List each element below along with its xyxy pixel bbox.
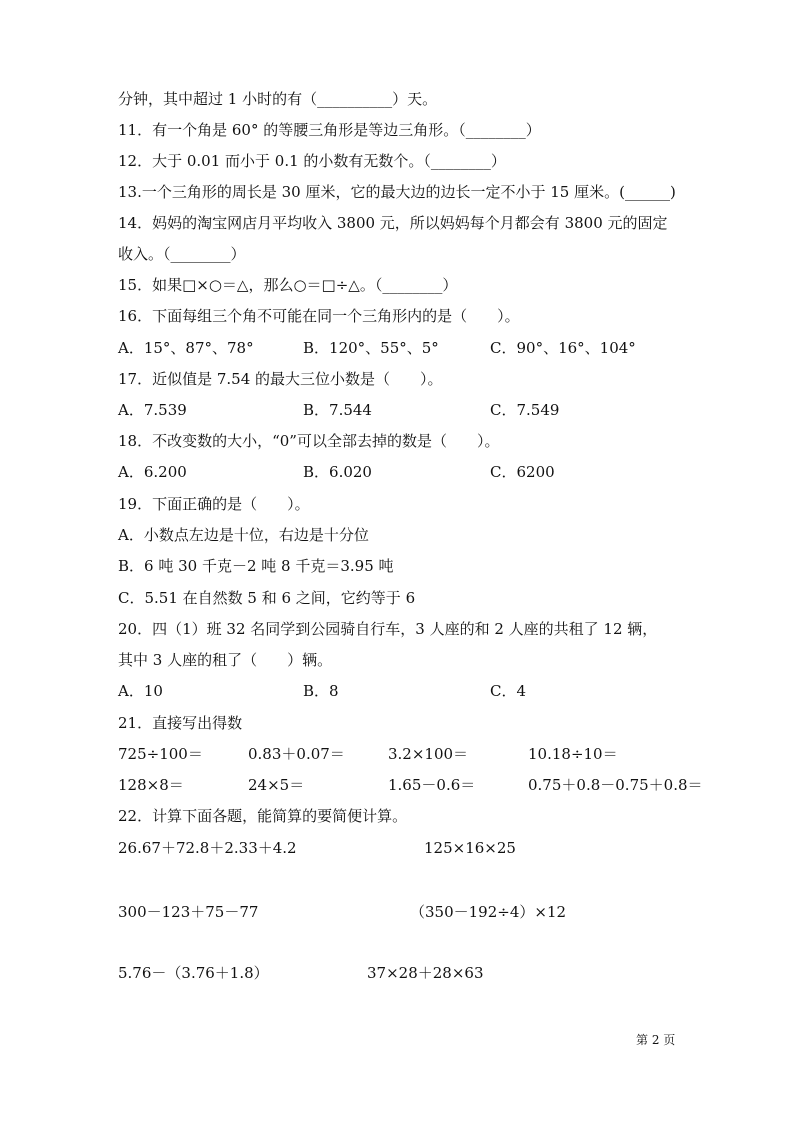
question-16-options — [118, 338, 718, 358]
mental-math-row-1 — [118, 744, 718, 764]
mental-item: 0.75＋0.8－0.75＋0.8＝ — [528, 776, 703, 794]
option-c: C．90°、16°、104° — [490, 339, 636, 357]
question-19-option-b: B．6 吨 30 千克－2 吨 8 千克＝3.95 吨 — [118, 557, 394, 575]
option-b: B．8 — [303, 682, 339, 700]
option-b: B．120°、55°、5° — [303, 339, 439, 357]
mental-item: 128×8＝ — [118, 776, 184, 794]
question-21: 21．直接写出得数 — [118, 714, 243, 732]
option-a: A．6.200 — [118, 463, 187, 481]
calc-item-6: 37×28＋28×63 — [367, 964, 484, 982]
option-a: A．7.539 — [118, 401, 187, 419]
option-c: C．6200 — [490, 463, 555, 481]
question-19-option-c: C．5.51 在自然数 5 和 6 之间，它约等于 6 — [118, 589, 416, 607]
option-a: A．10 — [118, 682, 163, 700]
question-20-options — [118, 681, 718, 701]
question-22: 22．计算下面各题，能简算的要简便计算。 — [118, 807, 408, 825]
question-14-line2: 收入。（________） — [118, 245, 246, 263]
calc-item-1: 26.67＋72.8＋2.33＋4.2 — [118, 839, 297, 857]
option-b: B．7.544 — [303, 401, 372, 419]
question-18: 18．不改变数的大小，“0”可以全部去掉的数是（ ）。 — [118, 432, 500, 450]
question-17-options — [118, 400, 718, 420]
option-c: C．4 — [490, 682, 527, 700]
mental-item: 1.65－0.6＝ — [388, 776, 476, 794]
question-14-line1: 14．妈妈的淘宝网店月平均收入 3800 元，所以妈妈每个月都会有 3800 元的固定 — [118, 214, 668, 232]
mental-item: 24×5＝ — [248, 776, 305, 794]
option-b: B．6.020 — [303, 463, 372, 481]
mental-item: 0.83＋0.07＝ — [248, 745, 345, 763]
question-20-line2: 其中 3 人座的租了（ ）辆。 — [118, 651, 333, 669]
question-15: 15．如果□×○＝△，那么○＝□÷△。（________） — [118, 276, 458, 294]
question-19: 19．下面正确的是（ ）。 — [118, 495, 310, 513]
calc-item-2: 125×16×25 — [424, 839, 516, 857]
calc-item-4: （350－192÷4）×12 — [410, 903, 567, 921]
question-16: 16．下面每组三个角不可能在同一个三角形内的是（ ）。 — [118, 307, 520, 325]
question-12: 12．大于 0.01 而小于 0.1 的小数有无数个。（________） — [118, 152, 506, 170]
option-a: A．15°、87°、78° — [118, 339, 254, 357]
question-13: 13.一个三角形的周长是 30 厘米，它的最大边的边长一定不小于 15 厘米。(______) — [118, 183, 676, 201]
line-continuation: 分钟，其中超过 1 小时的有（__________）天。 — [118, 90, 438, 108]
page-number: 第 2 页 — [636, 1033, 676, 1047]
mental-item: 3.2×100＝ — [388, 745, 469, 763]
calc-item-5: 5.76－（3.76＋1.8） — [118, 964, 269, 982]
question-20-line1: 20．四（1）班 32 名同学到公园骑自行车，3 人座的和 2 人座的共租了 12 辆， — [118, 620, 658, 638]
question-17: 17．近似值是 7.54 的最大三位小数是（ ）。 — [118, 370, 443, 388]
question-19-option-a: A．小数点左边是十位，右边是十分位 — [118, 526, 369, 544]
mental-item: 10.18÷10＝ — [528, 745, 618, 763]
mental-item: 725÷100＝ — [118, 745, 203, 763]
calc-item-3: 300－123＋75－77 — [118, 903, 259, 921]
question-18-options — [118, 462, 718, 482]
question-11: 11．有一个角是 60° 的等腰三角形是等边三角形。（________） — [118, 121, 541, 139]
option-c: C．7.549 — [490, 401, 560, 419]
mental-math-row-2 — [118, 775, 718, 795]
